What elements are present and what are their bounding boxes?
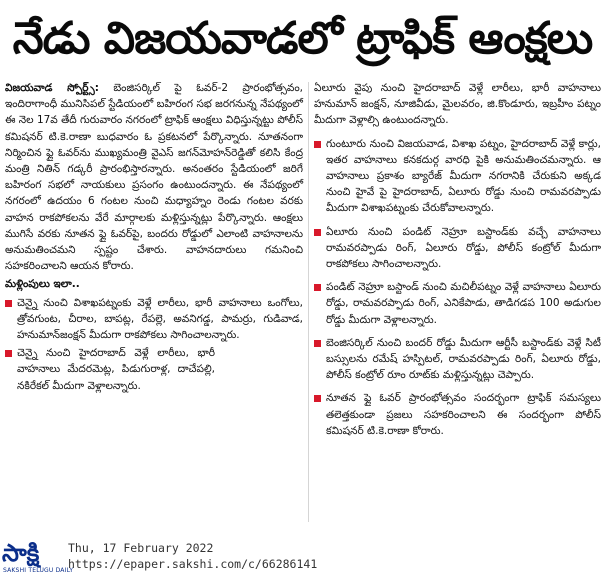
diversion-text: చెన్నై నుంచి హైదరాబాద్ వెళ్లే లారీలు, భారీ వాహనాలు మేదరమెట్ల, పిడుగురాళ్ల, దాచేపల్లి, నకిరేకల్ మీదుగా వెళ్లాలన్నారు.	[17, 347, 215, 392]
red-bullet-icon	[314, 141, 321, 148]
diversion-continuation: ఏలూరు వైపు నుంచి హైదరాబాద్ వెళ్లే లారీలు, భారీ వాహనాలు హనుమాన్ జంక్షన్, నూజివీడు, మైలవరం, జి.కొండూరు, ఇబ్రహీం పట్నం మీదుగా వెళ్లాల్సి ఉంటుందన్నారు.	[314, 82, 601, 127]
red-bullet-icon	[314, 229, 321, 236]
sakshi-logo-tagline: SAKSHI TELUGU DAILY	[3, 567, 74, 574]
column-divider	[308, 82, 309, 522]
diversion-text: గుంటూరు నుంచి విజయవాడ, విశాఖ పట్నం, హైదరాబాద్ వెళ్లే కార్లు, ఇతర వాహనాలు కనకదుర్గ వారధి పైకి అనుమతించమన్నారు. ఆ వాహనాలు ప్రకాశం బ్యారేజ్ మీదుగా నగరానికి చేరుకుని అక్కడ నుంచి హైవే పై హైదరాబాద్, ఏలూరు రోడ్డు నుంచి రామవరప్పాడు మీదుగా విశాఖపట్నంకు చేరుకోవాలన్నారు.	[326, 137, 601, 215]
diversion-item	[5, 295, 303, 344]
article-body: బెంజిసర్కిల్ పై ఓవర్-2 ప్రారంభోత్సవం, ఇందిరాగాంధీ మునిసిపల్ స్టేడియంలో బహిరంగ సభ జరగనున్న నేపథ్యంలో ఈ నెల 17వ తేదీ గురువారం నగరంలో ట్రాఫిక్ ఆంక్షలు విధిస్తున్నట్టు పోలీస్ కమిషనర్ టి.కె.రాణా బుధవారం ఓ ప్రకటనలో పేర్కొన్నారు. నూతనంగా నిర్మించిన ఫ్లై ఓవర్‌ను ముఖ్యమంత్రి వైఎస్ జగన్‌మోహన్‌రెడ్డితో కలిసి కేంద్ర మంత్రి నితిన్ గడ్కరీ ప్రారంభిస్తారన్నారు. అనంతరం స్టేడియంలో జరిగే బహిరంగ సభలో నాయకులు ప్రసంగం ఉంటుందన్నారు. ఈ నేపథ్యంలో నగరంలో ఉదయం 6 గంటల నుంచి మధ్యాహ్నం రెండు గంటల వరకు వాహన రాకపోకలను వేరే మార్గాలకు మళ్లిస్తున్నట్లు పేర్కొన్నారు. ఆంక్షలు ముగిసే వరకు నూతన ఫ్లై ఓవర్‌పై, బందరు రోడ్డులో ఎలాంటి వాహనాలను అనుమతించమని స్పష్టం చేశారు. వాహనదారులు గమనించి సహకరించాలని ఆయన కోరారు.	[5, 82, 303, 273]
diversion-text: ఏలూరు నుంచి పండిట్ నెహ్రూ బస్టాండ్‌కు వచ్చే వాహనాలు రామవరప్పాడు రింగ్, ఏలూరు రోడ్డు, పోలీస్ కంట్రోల్ మీదుగా రాకపోకలు సాగించాలన్నారు.	[326, 225, 601, 271]
diversion-text: పండిట్ నెహ్రూ బస్టాండ్ నుంచి మచిలీపట్నం వెళ్లే వాహనాలు ఏలూరు రోడ్డు, రామవరప్పాడు రింగ్, ఎనికేపాడు, తాడిగడప 100 అడుగుల రోడ్డు మీదుగా వెళ్లాలన్నారు.	[326, 281, 601, 326]
diversion-item	[314, 335, 601, 384]
diversion-item	[314, 279, 601, 328]
diversions-subhead: మళ్లింపులు ఇలా..	[5, 278, 80, 291]
sakshi-logo-text: సాక్షి	[2, 539, 40, 567]
publication-date: Thu, 17 February 2022	[68, 541, 214, 555]
closing-note	[314, 390, 601, 439]
diversion-item	[314, 136, 601, 217]
red-bullet-icon	[5, 350, 12, 357]
red-bullet-icon	[314, 284, 321, 291]
diversion-item	[5, 345, 215, 394]
headline: నేడు విజయవాడలో ట్రాఫిక్ ఆంక్షలు	[12, 13, 593, 64]
right-column	[314, 80, 601, 439]
red-bullet-icon	[314, 340, 321, 347]
diversion-text: చెన్నై నుంచి విశాఖపట్నంకు వెళ్లే లారీలు, భారీ వాహనాలు ఒంగోలు, త్రోవగుంట, చీరాల, బాపట్ల, రేపల్లె, అవనిగడ్డ, పామర్రు, గుడివాడ, హనుమాన్‌జంక్షన్ మీదుగా రాకపోకలు సాగించాలన్నారు.	[17, 296, 303, 342]
epaper-link[interactable]: https://epaper.sakshi.com/c/66286141	[68, 557, 318, 571]
red-bullet-icon	[314, 395, 321, 402]
diversion-item	[314, 224, 601, 273]
red-bullet-icon	[5, 300, 12, 307]
diversion-text: బెంజిసర్కిల్ నుంచి బందర్ రోడ్డు మీదుగా ఆర్టీసీ బస్టాండ్‌కు వెళ్లే సిటీ బస్సులను రమేష్ హస్పిటల్, రామవరప్పాడు రింగ్, ఏలూరు రోడ్డు, పోలీస్ కంట్రోల్ రూం రూట్‌కు మళ్లిస్తున్నట్లు చెప్పారు.	[326, 336, 601, 382]
article-intro	[5, 80, 303, 274]
left-column	[5, 80, 303, 394]
dateline: విజయవాడ స్పోర్ట్స్:	[5, 82, 99, 94]
closing-text: నూతన ఫ్లై ఓవర్ ప్రారంభోత్సవం సందర్భంగా ట్రాఫిక్ సమస్యలు తలెత్తకుండా ప్రజలు సహకరించాలని ఈ సందర్భంగా పోలీస్ కమిషనర్ టి.కె.రాణా కోరారు.	[326, 392, 601, 437]
